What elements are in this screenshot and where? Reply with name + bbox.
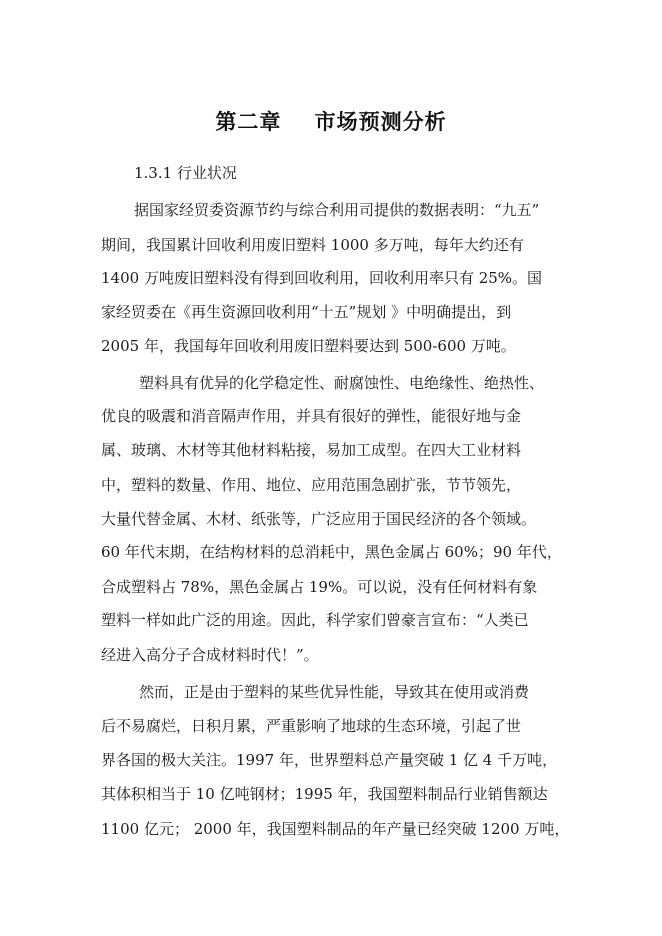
text-line: 然而，正是由于塑料的某些优异性能，导致其在使用或消费 bbox=[139, 683, 530, 701]
section-heading: 1.3.1 行业状况 bbox=[134, 164, 237, 182]
text-line: 2005 年，我国每年回收利用废旧塑料要达到 500-600 万吨。 bbox=[101, 337, 516, 355]
text-line: 界各国的极大关注。1997 年，世界塑料总产量突破 1 亿 4 千万吨， bbox=[101, 751, 558, 769]
text-line: 1100 亿元； 2000 年，我国塑料制品的年产量已经突破 1200 万吨， bbox=[101, 820, 570, 838]
text-line: 属、玻璃、木材等其他材料粘接，易加工成型。在四大工业材料 bbox=[101, 441, 522, 459]
text-line: 中，塑料的数量、作用、地位、应用范围急剧扩张，节节领先， bbox=[101, 476, 522, 494]
text-line: 优良的吸震和消音隔声作用，并具有很好的弹性，能很好地与金 bbox=[101, 407, 522, 425]
text-line: 塑料一样如此广泛的用途。因此，科学家们曾豪言宣布：“人类已 bbox=[101, 611, 529, 629]
text-line: 大量代替金属、木材、纸张等，广泛应用于国民经济的各个领域。 bbox=[101, 510, 537, 528]
text-line: 塑料具有优异的化学稳定性、耐腐蚀性、电绝缘性、绝热性、 bbox=[139, 374, 545, 392]
text-line: 合成塑料占 78%，黑色金属占 19%。可以说，没有任何材料有象 bbox=[101, 578, 538, 596]
text-line: 1400 万吨废旧塑料没有得到回收利用，回收利用率只有 25%。国 bbox=[101, 269, 543, 287]
text-line: 经进入高分子合成材料时代！”。 bbox=[101, 646, 319, 664]
text-line: 家经贸委在《再生资源回收利用“十五”规划 》中明确提出，到 bbox=[101, 303, 512, 321]
text-line: 期间，我国累计回收利用废旧塑料 1000 多万吨，每年大约还有 bbox=[101, 236, 524, 254]
text-line: 其体积相当于 10 亿吨钢材；1995 年，我国塑料制品行业销售额达 bbox=[101, 785, 548, 803]
text-line: 后不易腐烂，日积月累，严重影响了地球的生态环境，引起了世 bbox=[101, 717, 522, 735]
chapter-title: 第二章 市场预测分析 bbox=[215, 110, 447, 134]
text-line: 据国家经贸委资源节约与综合利用司提供的数据表明：“九五” bbox=[134, 201, 540, 219]
text-line: 60 年代末期，在结构材料的总消耗中，黑色金属占 60%；90 年代， bbox=[101, 543, 562, 561]
